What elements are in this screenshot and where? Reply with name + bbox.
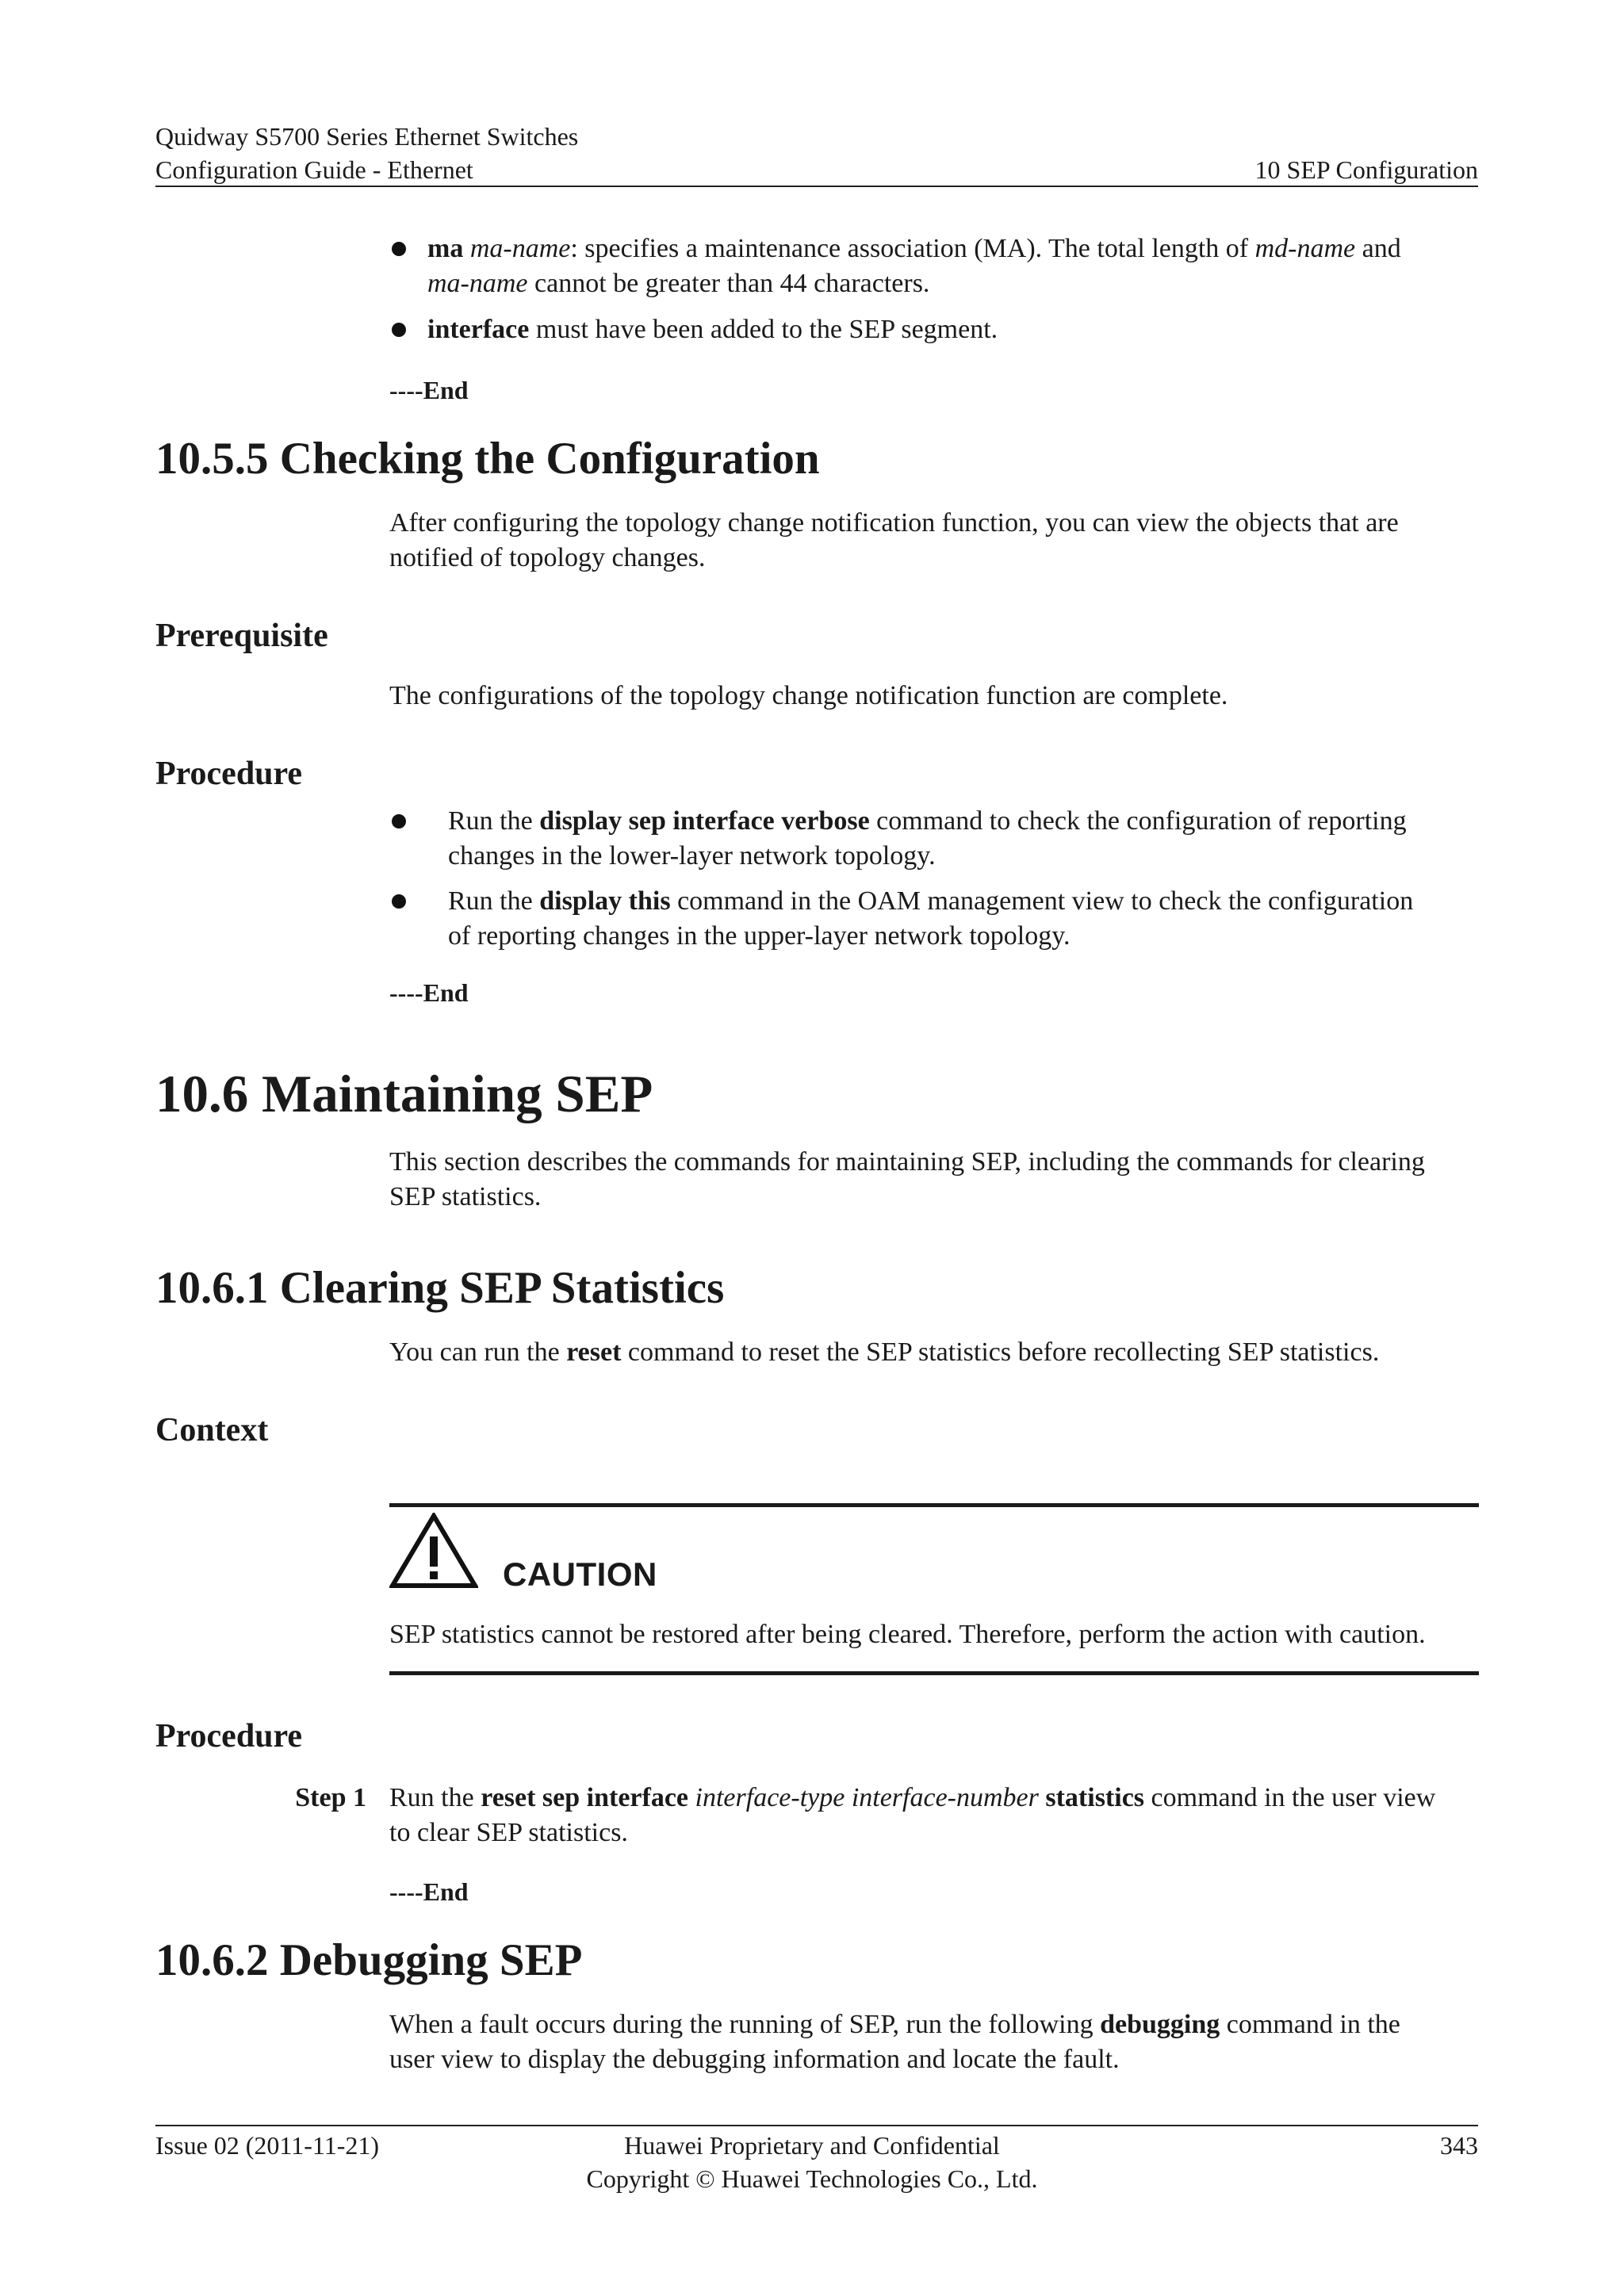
cmd-display-sep-interface-verbose: display sep interface verbose xyxy=(539,806,870,836)
end-marker: ----End xyxy=(389,376,469,404)
cmd-reset-sep-interface: reset sep interface xyxy=(481,1783,689,1812)
heading-context: Context xyxy=(155,1412,269,1448)
text: command to check the configuration of reporting xyxy=(869,806,1407,836)
heading-procedure: Procedure xyxy=(155,1718,303,1755)
bullet-dot xyxy=(392,242,406,256)
header-rule xyxy=(155,186,1478,187)
section-intro-10-5-5 xyxy=(389,506,1399,576)
text: Run the xyxy=(448,886,540,916)
footer-rule xyxy=(155,2125,1478,2126)
end-marker: ----End xyxy=(389,978,469,1007)
text: command in the OAM management view to check the configuration xyxy=(670,886,1414,916)
cmd-reset: reset xyxy=(566,1337,622,1367)
footer-confidential: Huawei Proprietary and Confidential xyxy=(624,2131,1000,2160)
caution-top-rule xyxy=(389,1503,1479,1507)
cmd-debugging: debugging xyxy=(1100,2010,1220,2039)
arg-md-name: md-name xyxy=(1254,234,1356,263)
text: user view to display the debugging information and locate the fault. xyxy=(389,2045,1120,2074)
text: changes in the lower-layer network topology. xyxy=(448,841,936,871)
bullet-dot xyxy=(392,323,406,337)
arg-ma-name: ma-name xyxy=(427,269,528,298)
heading-prerequisite: Prerequisite xyxy=(155,618,328,654)
procedure-bullet-2 xyxy=(448,884,1487,954)
bullet-dot xyxy=(392,814,406,828)
section-intro-10-6-2 xyxy=(389,2007,1400,2077)
text: command in the user view xyxy=(1144,1783,1436,1812)
intro-line: This section describes the commands for maintaining SEP, including the commands for clearing xyxy=(389,1147,1425,1177)
cmd-statistics: statistics xyxy=(1045,1783,1145,1812)
footer-copyright: Copyright © Huawei Technologies Co., Ltd. xyxy=(586,2164,1038,2193)
caution-bottom-rule xyxy=(389,1671,1479,1675)
text: and xyxy=(1355,234,1401,263)
footer-page-number: 343 xyxy=(1440,2131,1478,2160)
procedure-bullet-1 xyxy=(448,804,1487,874)
kw-interface: interface xyxy=(427,315,530,344)
section-title-10-6-2: 10.6.2 Debugging SEP xyxy=(155,1935,583,1985)
section-intro-10-6-1 xyxy=(389,1335,1379,1370)
prerequisite-text: The configurations of the topology change notification function are complete. xyxy=(389,681,1228,710)
section-title-10-6: 10.6 Maintaining SEP xyxy=(155,1065,653,1123)
caution-text: SEP statistics cannot be restored after being cleared. Therefore, perform the action with caution. xyxy=(389,1620,1426,1649)
step-1-text xyxy=(389,1781,1484,1850)
header-guide: Configuration Guide - Ethernet xyxy=(155,155,473,184)
arg-interface-type-number: interface-type interface-number xyxy=(695,1783,1039,1812)
section-intro-10-6 xyxy=(389,1145,1425,1215)
section-title-10-6-1: 10.6.1 Clearing SEP Statistics xyxy=(155,1263,725,1313)
intro-line: SEP statistics. xyxy=(389,1182,542,1211)
caution-warning-icon xyxy=(389,1513,478,1589)
kw-ma: ma xyxy=(427,234,464,263)
text: must have been added to the SEP segment. xyxy=(529,315,998,344)
text: When a fault occurs during the running of SEP, run the following xyxy=(389,2010,1101,2039)
caution-label: CAUTION xyxy=(503,1556,657,1593)
end-marker: ----End xyxy=(389,1877,469,1906)
text: to clear SEP statistics. xyxy=(389,1818,628,1847)
cmd-display-this: display this xyxy=(539,886,671,916)
header-chapter: 10 SEP Configuration xyxy=(1254,155,1478,184)
text: Run the xyxy=(389,1783,481,1812)
section-title-10-5-5: 10.5.5 Checking the Configuration xyxy=(155,434,820,484)
bullet-dot xyxy=(392,894,406,909)
intro-line: After configuring the topology change notification function, you can view the objects that are xyxy=(389,508,1399,538)
header-product: Quidway S5700 Series Ethernet Switches xyxy=(155,122,579,151)
text: You can run the xyxy=(389,1337,567,1367)
heading-procedure: Procedure xyxy=(155,756,303,792)
text: command in the xyxy=(1220,2010,1400,2039)
footer-issue: Issue 02 (2011-11-21) xyxy=(155,2131,380,2160)
arg-ma-name: ma-name xyxy=(469,234,571,263)
intro-line: notified of topology changes. xyxy=(389,543,706,572)
text: Run the xyxy=(448,806,540,836)
bullet-interface xyxy=(427,312,998,347)
text: cannot be greater than 44 characters. xyxy=(527,269,930,298)
text: command to reset the SEP statistics before recollecting SEP statistics. xyxy=(621,1337,1380,1367)
step-label: Step 1 xyxy=(295,1783,366,1812)
bullet-ma-name xyxy=(427,232,1490,301)
text: : specifies a maintenance association (MA). The total length of xyxy=(570,234,1255,263)
text: of reporting changes in the upper-layer network topology. xyxy=(448,921,1071,951)
